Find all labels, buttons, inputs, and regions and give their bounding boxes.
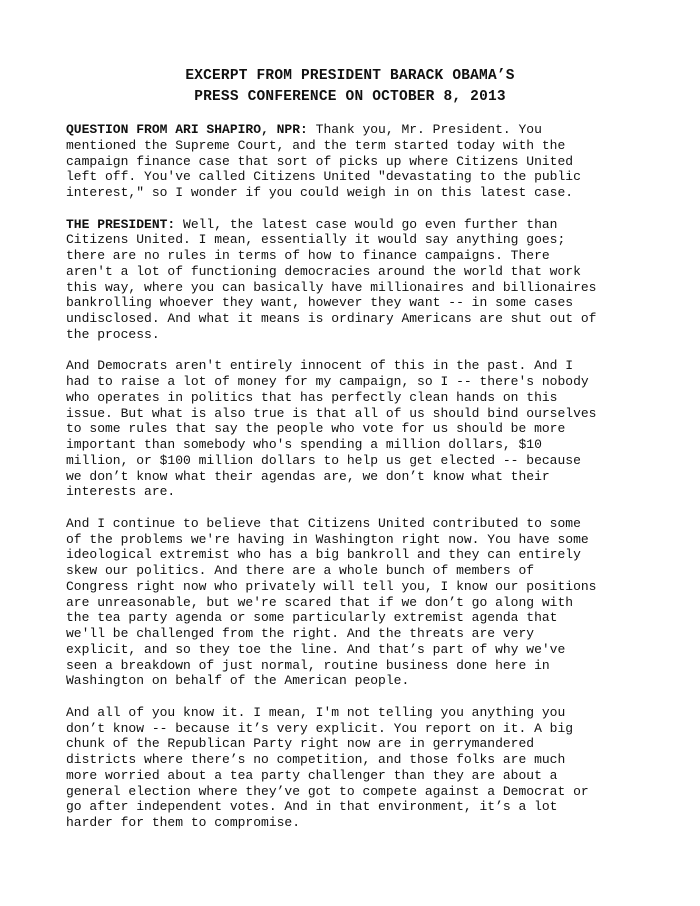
paragraph-line: And I continue to believe that Citizens United contributed to some [66, 515, 581, 531]
paragraph-text: Well, the latest case would go even further than [175, 216, 558, 232]
paragraph-answer-4 [66, 705, 646, 831]
paragraph-line: Citizens United. I mean, essentially it would say anything goes; [66, 232, 566, 248]
paragraph-line: more worried about a tea party challenger than they are about a [66, 767, 558, 783]
paragraph-line: this way, where you can basically have millionaires and billionaires [66, 279, 597, 295]
paragraph-line: chunk of the Republican Party right now are in gerrymandered [66, 736, 535, 752]
paragraph-line: seen a breakdown of just normal, routine business done here in [66, 657, 550, 673]
paragraph-line: districts where there’s no competition, and those folks are much [66, 752, 566, 767]
paragraph-line: bankrolling whoever they want, however they want -- in some cases [66, 295, 574, 311]
paragraph-line: skew our politics. And there are a whole bunch of members of [66, 563, 535, 578]
paragraph-line [66, 122, 646, 138]
paragraph-line: left off. You've called Citizens United "devastating to the public [66, 169, 581, 185]
paragraph-line: aren't a lot of functioning democracies around the world that work [66, 263, 581, 279]
paragraph-line: had to raise a lot of money for my campaign, so I -- there's nobody [66, 374, 589, 389]
paragraph-line: there are no rules in terms of how to finance campaigns. There [66, 248, 550, 263]
paragraph-line: Washington on behalf of the American people. [66, 673, 410, 689]
paragraph-answer-3 [66, 516, 646, 689]
paragraph-line: we don’t know what their agendas are, we don’t know what their [66, 468, 550, 484]
speaker-label: THE PRESIDENT: [66, 216, 176, 232]
paragraph-line: of the problems we're having in Washington right now. You have some [66, 531, 589, 547]
paragraph-line: interests are. [66, 484, 176, 500]
paragraph-line: Congress right now who privately will tell you, I know our positions [66, 578, 597, 594]
paragraph-line: And all of you know it. I mean, I'm not telling you anything you [66, 704, 566, 720]
paragraph-answer-2 [66, 358, 646, 500]
paragraph-line: harder for them to compromise. [66, 815, 301, 830]
paragraph-line: we'll be challenged from the right. And the threats are very [66, 626, 535, 641]
paragraph-line: go after independent votes. And in that environment, it’s a lot [66, 799, 558, 815]
paragraph-line: who operates in politics that has perfectly clean hands on this [66, 389, 558, 405]
paragraph-question [66, 122, 646, 201]
paragraph-line: undisclosed. And what it means is ordinary Americans are shut out of [66, 311, 597, 326]
paragraph-line: explicit, and so they toe the line. And that’s part of why we've [66, 641, 566, 657]
paragraph-text: Thank you, Mr. President. You [307, 122, 542, 137]
paragraph-line: million, or $100 million dollars to help us get elected -- because [66, 452, 581, 468]
title-line-1: EXCERPT FROM PRESIDENT BARACK OBAMA’S [185, 68, 515, 84]
paragraph-line: mentioned the Supreme Court, and the term started today with the [66, 137, 566, 153]
paragraph-line: campaign finance case that sort of picks up where Citizens United [66, 153, 574, 169]
document-body [66, 122, 646, 847]
paragraph-line: don’t know -- because it’s very explicit. You report on it. A big [66, 720, 574, 736]
paragraph-line: the process. [66, 326, 160, 342]
paragraph-line: interest," so I wonder if you could weigh in on this latest case. [66, 185, 574, 200]
document-title [0, 66, 700, 108]
speaker-label: QUESTION FROM ARI SHAPIRO, NPR: [66, 122, 308, 137]
paragraph-line: And Democrats aren't entirely innocent of this in the past. And I [66, 358, 574, 374]
paragraph-line: ideological extremist who has a big bankroll and they can entirely [66, 547, 581, 563]
paragraph-line: important than somebody who's spending a million dollars, $10 [66, 437, 542, 452]
paragraph-line: issue. But what is also true is that all of us should bind ourselves [66, 405, 597, 421]
paragraph-line: general election where they’ve got to compete against a Democrat or [66, 783, 589, 799]
paragraph-line: are unreasonable, but we're scared that if we don’t go along with [66, 594, 574, 610]
paragraph-answer-1 [66, 217, 646, 343]
paragraph-line: to some rules that say the people who vote for us should be more [66, 421, 566, 437]
paragraph-line [66, 217, 646, 233]
title-line-2: PRESS CONFERENCE ON OCTOBER 8, 2013 [194, 89, 506, 105]
paragraph-line: the tea party agenda or some particularly extremist agenda that [66, 610, 558, 626]
